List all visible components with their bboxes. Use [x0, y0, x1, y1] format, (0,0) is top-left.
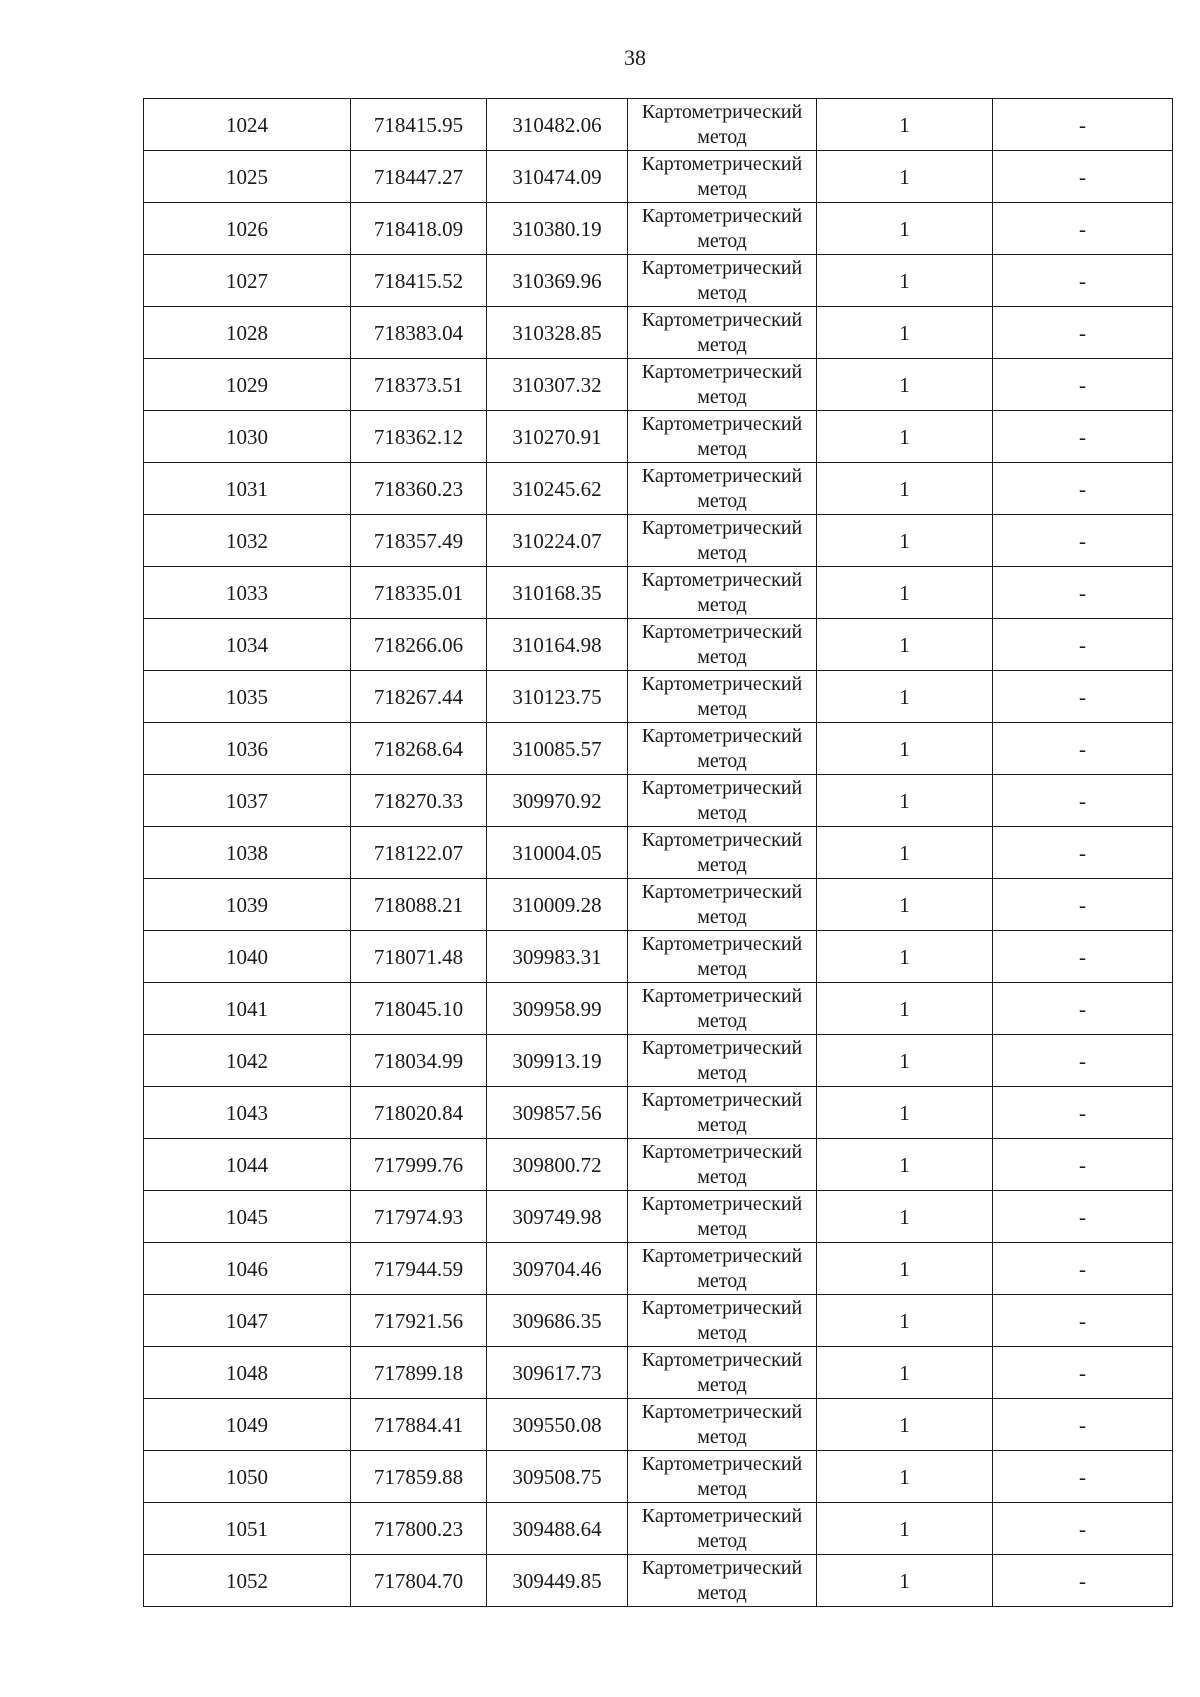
accuracy-cell: 1	[817, 307, 993, 359]
table-row	[144, 463, 1173, 515]
accuracy-cell: 1	[817, 463, 993, 515]
x-coordinate-cell: 718268.64	[351, 723, 487, 775]
method-line-1: Картометрический	[641, 1453, 803, 1475]
method-line-2: метод	[697, 854, 747, 876]
point-number-cell: 1028	[144, 307, 351, 359]
point-number-cell: 1045	[144, 1191, 351, 1243]
method-line-1: Картометрический	[641, 465, 803, 487]
note-cell: -	[993, 983, 1173, 1035]
method-line-1: Картометрический	[641, 517, 803, 539]
x-coordinate-cell: 717944.59	[351, 1243, 487, 1295]
method-cell	[628, 99, 817, 151]
y-coordinate-cell: 309550.08	[487, 1399, 628, 1451]
point-number-cell: 1048	[144, 1347, 351, 1399]
accuracy-cell: 1	[817, 515, 993, 567]
accuracy-cell: 1	[817, 1087, 993, 1139]
method-line-2: метод	[697, 1270, 747, 1292]
method-cell	[628, 1139, 817, 1191]
method-line-1: Картометрический	[641, 1037, 803, 1059]
table-row	[144, 359, 1173, 411]
method-line-2: метод	[697, 1218, 747, 1240]
method-line-1: Картометрический	[641, 205, 803, 227]
y-coordinate-cell: 309449.85	[487, 1555, 628, 1607]
method-line-1: Картометрический	[641, 1297, 803, 1319]
point-number-cell: 1043	[144, 1087, 351, 1139]
x-coordinate-cell: 718122.07	[351, 827, 487, 879]
table-row	[144, 255, 1173, 307]
point-number-cell: 1026	[144, 203, 351, 255]
note-cell: -	[993, 1243, 1173, 1295]
y-coordinate-cell: 309704.46	[487, 1243, 628, 1295]
point-number-cell: 1052	[144, 1555, 351, 1607]
method-line-2: метод	[697, 334, 747, 356]
x-coordinate-cell: 718034.99	[351, 1035, 487, 1087]
note-cell: -	[993, 775, 1173, 827]
y-coordinate-cell: 309508.75	[487, 1451, 628, 1503]
accuracy-cell: 1	[817, 1399, 993, 1451]
note-cell: -	[993, 1347, 1173, 1399]
point-number-cell: 1036	[144, 723, 351, 775]
point-number-cell: 1038	[144, 827, 351, 879]
note-cell: -	[993, 1555, 1173, 1607]
table-row	[144, 671, 1173, 723]
method-line-2: метод	[697, 126, 747, 148]
accuracy-cell: 1	[817, 1451, 993, 1503]
note-cell: -	[993, 723, 1173, 775]
method-cell	[628, 775, 817, 827]
y-coordinate-cell: 310474.09	[487, 151, 628, 203]
y-coordinate-cell: 309958.99	[487, 983, 628, 1035]
point-number-cell: 1032	[144, 515, 351, 567]
method-line-2: метод	[697, 490, 747, 512]
method-cell	[628, 723, 817, 775]
coordinates-table-body	[144, 99, 1173, 1607]
x-coordinate-cell: 718045.10	[351, 983, 487, 1035]
accuracy-cell: 1	[817, 151, 993, 203]
method-cell	[628, 879, 817, 931]
accuracy-cell: 1	[817, 827, 993, 879]
method-cell	[628, 1399, 817, 1451]
method-cell	[628, 1347, 817, 1399]
method-line-2: метод	[697, 178, 747, 200]
table-row	[144, 1295, 1173, 1347]
note-cell: -	[993, 827, 1173, 879]
method-cell	[628, 151, 817, 203]
method-cell	[628, 619, 817, 671]
note-cell: -	[993, 931, 1173, 983]
method-line-1: Картометрический	[641, 725, 803, 747]
point-number-cell: 1041	[144, 983, 351, 1035]
x-coordinate-cell: 718415.95	[351, 99, 487, 151]
y-coordinate-cell: 310085.57	[487, 723, 628, 775]
accuracy-cell: 1	[817, 411, 993, 463]
method-line-1: Картометрический	[641, 413, 803, 435]
y-coordinate-cell: 309983.31	[487, 931, 628, 983]
x-coordinate-cell: 717800.23	[351, 1503, 487, 1555]
note-cell: -	[993, 99, 1173, 151]
x-coordinate-cell: 718415.52	[351, 255, 487, 307]
method-cell	[628, 931, 817, 983]
method-cell	[628, 1503, 817, 1555]
x-coordinate-cell: 718088.21	[351, 879, 487, 931]
table-row	[144, 1139, 1173, 1191]
table-row	[144, 151, 1173, 203]
method-line-2: метод	[697, 438, 747, 460]
y-coordinate-cell: 310380.19	[487, 203, 628, 255]
method-cell	[628, 1035, 817, 1087]
y-coordinate-cell: 309913.19	[487, 1035, 628, 1087]
y-coordinate-cell: 310164.98	[487, 619, 628, 671]
table-row	[144, 1503, 1173, 1555]
method-line-2: метод	[697, 594, 747, 616]
point-number-cell: 1030	[144, 411, 351, 463]
method-cell	[628, 1295, 817, 1347]
table-row	[144, 1451, 1173, 1503]
accuracy-cell: 1	[817, 1035, 993, 1087]
note-cell: -	[993, 255, 1173, 307]
point-number-cell: 1037	[144, 775, 351, 827]
method-line-2: метод	[697, 1478, 747, 1500]
point-number-cell: 1040	[144, 931, 351, 983]
note-cell: -	[993, 203, 1173, 255]
y-coordinate-cell: 309749.98	[487, 1191, 628, 1243]
accuracy-cell: 1	[817, 1555, 993, 1607]
method-cell	[628, 307, 817, 359]
method-line-2: метод	[697, 750, 747, 772]
method-line-2: метод	[697, 542, 747, 564]
point-number-cell: 1047	[144, 1295, 351, 1347]
note-cell: -	[993, 1087, 1173, 1139]
method-line-2: метод	[697, 1062, 747, 1084]
table-row	[144, 99, 1173, 151]
note-cell: -	[993, 307, 1173, 359]
method-cell	[628, 411, 817, 463]
method-cell	[628, 1555, 817, 1607]
table-row	[144, 1243, 1173, 1295]
accuracy-cell: 1	[817, 775, 993, 827]
y-coordinate-cell: 310245.62	[487, 463, 628, 515]
method-line-2: метод	[697, 1114, 747, 1136]
x-coordinate-cell: 717999.76	[351, 1139, 487, 1191]
table-row	[144, 411, 1173, 463]
point-number-cell: 1050	[144, 1451, 351, 1503]
method-line-1: Картометрический	[641, 569, 803, 591]
method-line-2: метод	[697, 1010, 747, 1032]
note-cell: -	[993, 411, 1173, 463]
method-cell	[628, 515, 817, 567]
note-cell: -	[993, 1503, 1173, 1555]
method-line-2: метод	[697, 802, 747, 824]
y-coordinate-cell: 310328.85	[487, 307, 628, 359]
note-cell: -	[993, 1399, 1173, 1451]
table-row	[144, 203, 1173, 255]
y-coordinate-cell: 309686.35	[487, 1295, 628, 1347]
accuracy-cell: 1	[817, 1139, 993, 1191]
point-number-cell: 1049	[144, 1399, 351, 1451]
x-coordinate-cell: 718362.12	[351, 411, 487, 463]
x-coordinate-cell: 718373.51	[351, 359, 487, 411]
accuracy-cell: 1	[817, 1295, 993, 1347]
note-cell: -	[993, 1035, 1173, 1087]
x-coordinate-cell: 718418.09	[351, 203, 487, 255]
note-cell: -	[993, 1451, 1173, 1503]
accuracy-cell: 1	[817, 255, 993, 307]
x-coordinate-cell: 717859.88	[351, 1451, 487, 1503]
method-cell	[628, 827, 817, 879]
table-row	[144, 983, 1173, 1035]
note-cell: -	[993, 567, 1173, 619]
x-coordinate-cell: 718360.23	[351, 463, 487, 515]
accuracy-cell: 1	[817, 359, 993, 411]
table-row	[144, 567, 1173, 619]
table-row	[144, 515, 1173, 567]
accuracy-cell: 1	[817, 1347, 993, 1399]
y-coordinate-cell: 309857.56	[487, 1087, 628, 1139]
x-coordinate-cell: 717921.56	[351, 1295, 487, 1347]
coordinates-table	[143, 98, 1173, 1607]
method-cell	[628, 671, 817, 723]
note-cell: -	[993, 515, 1173, 567]
point-number-cell: 1042	[144, 1035, 351, 1087]
y-coordinate-cell: 310123.75	[487, 671, 628, 723]
y-coordinate-cell: 310224.07	[487, 515, 628, 567]
point-number-cell: 1027	[144, 255, 351, 307]
method-line-1: Картометрический	[641, 985, 803, 1007]
y-coordinate-cell: 309970.92	[487, 775, 628, 827]
note-cell: -	[993, 671, 1173, 723]
y-coordinate-cell: 310009.28	[487, 879, 628, 931]
accuracy-cell: 1	[817, 723, 993, 775]
method-line-1: Картометрический	[641, 673, 803, 695]
method-cell	[628, 463, 817, 515]
table-row	[144, 1087, 1173, 1139]
note-cell: -	[993, 1295, 1173, 1347]
note-cell: -	[993, 1139, 1173, 1191]
point-number-cell: 1025	[144, 151, 351, 203]
method-line-1: Картометрический	[641, 1141, 803, 1163]
note-cell: -	[993, 359, 1173, 411]
method-line-2: метод	[697, 1166, 747, 1188]
point-number-cell: 1031	[144, 463, 351, 515]
accuracy-cell: 1	[817, 1503, 993, 1555]
method-line-2: метод	[697, 646, 747, 668]
table-row	[144, 1191, 1173, 1243]
x-coordinate-cell: 718357.49	[351, 515, 487, 567]
method-line-2: метод	[697, 1582, 747, 1604]
method-line-1: Картометрический	[641, 153, 803, 175]
x-coordinate-cell: 717804.70	[351, 1555, 487, 1607]
method-cell	[628, 567, 817, 619]
table-row	[144, 1347, 1173, 1399]
point-number-cell: 1024	[144, 99, 351, 151]
table-row	[144, 931, 1173, 983]
point-number-cell: 1051	[144, 1503, 351, 1555]
point-number-cell: 1046	[144, 1243, 351, 1295]
method-cell	[628, 1087, 817, 1139]
method-line-2: метод	[697, 1374, 747, 1396]
method-line-1: Картометрический	[641, 361, 803, 383]
accuracy-cell: 1	[817, 99, 993, 151]
method-line-1: Картометрический	[641, 1557, 803, 1579]
y-coordinate-cell: 310307.32	[487, 359, 628, 411]
table-row	[144, 723, 1173, 775]
accuracy-cell: 1	[817, 203, 993, 255]
method-line-2: метод	[697, 282, 747, 304]
method-cell	[628, 359, 817, 411]
table-row	[144, 307, 1173, 359]
accuracy-cell: 1	[817, 983, 993, 1035]
note-cell: -	[993, 151, 1173, 203]
point-number-cell: 1033	[144, 567, 351, 619]
method-line-1: Картометрический	[641, 257, 803, 279]
method-line-1: Картометрический	[641, 621, 803, 643]
x-coordinate-cell: 717884.41	[351, 1399, 487, 1451]
method-cell	[628, 983, 817, 1035]
method-line-1: Картометрический	[641, 933, 803, 955]
accuracy-cell: 1	[817, 931, 993, 983]
x-coordinate-cell: 718270.33	[351, 775, 487, 827]
method-line-2: метод	[697, 386, 747, 408]
point-number-cell: 1034	[144, 619, 351, 671]
x-coordinate-cell: 718020.84	[351, 1087, 487, 1139]
accuracy-cell: 1	[817, 567, 993, 619]
method-cell	[628, 1451, 817, 1503]
method-line-1: Картометрический	[641, 101, 803, 123]
method-line-1: Картометрический	[641, 1401, 803, 1423]
y-coordinate-cell: 309488.64	[487, 1503, 628, 1555]
accuracy-cell: 1	[817, 619, 993, 671]
note-cell: -	[993, 463, 1173, 515]
note-cell: -	[993, 1191, 1173, 1243]
point-number-cell: 1035	[144, 671, 351, 723]
x-coordinate-cell: 718383.04	[351, 307, 487, 359]
method-line-1: Картометрический	[641, 1505, 803, 1527]
method-line-2: метод	[697, 958, 747, 980]
method-cell	[628, 255, 817, 307]
method-line-2: метод	[697, 698, 747, 720]
method-line-1: Картометрический	[641, 309, 803, 331]
page-number: 38	[624, 45, 646, 70]
table-row	[144, 827, 1173, 879]
method-line-1: Картометрический	[641, 1089, 803, 1111]
accuracy-cell: 1	[817, 879, 993, 931]
table-row	[144, 1035, 1173, 1087]
x-coordinate-cell: 718267.44	[351, 671, 487, 723]
method-line-1: Картометрический	[641, 777, 803, 799]
x-coordinate-cell: 718335.01	[351, 567, 487, 619]
method-cell	[628, 203, 817, 255]
method-line-2: метод	[697, 1322, 747, 1344]
x-coordinate-cell: 717974.93	[351, 1191, 487, 1243]
x-coordinate-cell: 718447.27	[351, 151, 487, 203]
method-line-1: Картометрический	[641, 881, 803, 903]
y-coordinate-cell: 310270.91	[487, 411, 628, 463]
table-row	[144, 775, 1173, 827]
method-line-1: Картометрический	[641, 1245, 803, 1267]
table-row	[144, 1555, 1173, 1607]
method-cell	[628, 1243, 817, 1295]
y-coordinate-cell: 310369.96	[487, 255, 628, 307]
note-cell: -	[993, 879, 1173, 931]
y-coordinate-cell: 309617.73	[487, 1347, 628, 1399]
x-coordinate-cell: 718266.06	[351, 619, 487, 671]
y-coordinate-cell: 309800.72	[487, 1139, 628, 1191]
y-coordinate-cell: 310482.06	[487, 99, 628, 151]
point-number-cell: 1039	[144, 879, 351, 931]
method-line-2: метод	[697, 1530, 747, 1552]
point-number-cell: 1044	[144, 1139, 351, 1191]
method-line-1: Картометрический	[641, 1193, 803, 1215]
method-line-1: Картометрический	[641, 1349, 803, 1371]
accuracy-cell: 1	[817, 1191, 993, 1243]
method-line-2: метод	[697, 1426, 747, 1448]
method-line-2: метод	[697, 230, 747, 252]
method-line-1: Картометрический	[641, 829, 803, 851]
table-row	[144, 879, 1173, 931]
y-coordinate-cell: 310004.05	[487, 827, 628, 879]
accuracy-cell: 1	[817, 671, 993, 723]
table-row	[144, 619, 1173, 671]
method-line-2: метод	[697, 906, 747, 928]
accuracy-cell: 1	[817, 1243, 993, 1295]
table-row	[144, 1399, 1173, 1451]
x-coordinate-cell: 718071.48	[351, 931, 487, 983]
point-number-cell: 1029	[144, 359, 351, 411]
y-coordinate-cell: 310168.35	[487, 567, 628, 619]
method-cell	[628, 1191, 817, 1243]
note-cell: -	[993, 619, 1173, 671]
x-coordinate-cell: 717899.18	[351, 1347, 487, 1399]
